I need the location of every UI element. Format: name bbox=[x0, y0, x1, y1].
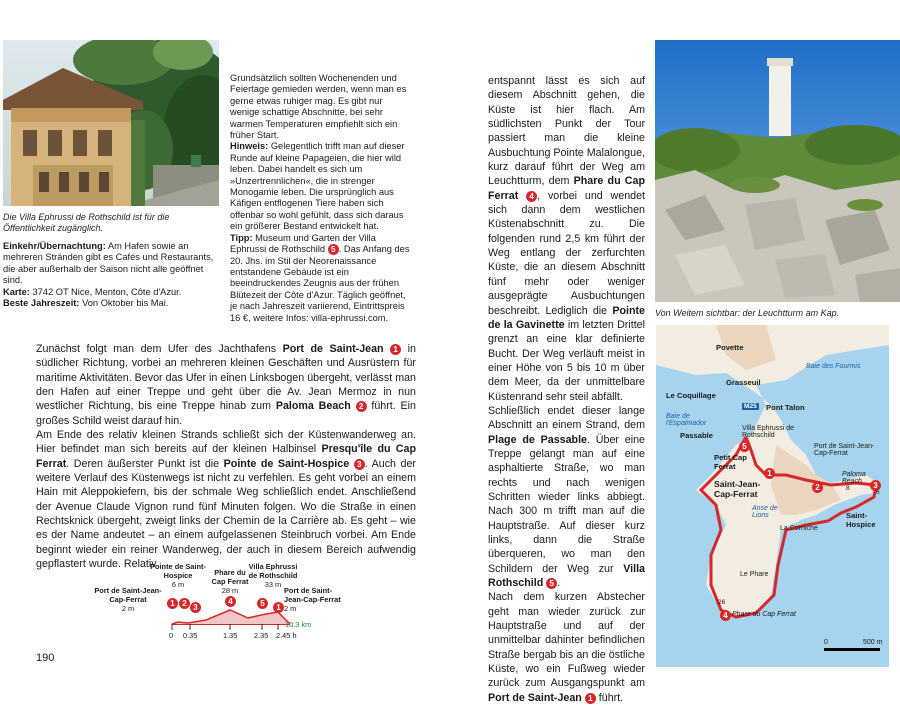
place-villa-rothschild: Villa Rothschild bbox=[488, 562, 645, 590]
place-port-saint-jean: Port de Saint-Jean bbox=[488, 691, 582, 704]
map-place-le-coquillage: Le Coquillage bbox=[666, 391, 716, 400]
place-phare: Phare du Cap Ferrat bbox=[488, 175, 645, 202]
info-map bbox=[3, 287, 221, 298]
lighthouse-illustration bbox=[655, 40, 900, 302]
map-place-port-saint-jean: Port de Saint-Jean-Cap-Ferrat bbox=[814, 443, 875, 457]
col2-hint bbox=[230, 141, 410, 232]
col3-paragraph-3 bbox=[488, 590, 645, 705]
map-place-villa-ephrussi: Villa Ephrussi de Rothschild bbox=[742, 425, 795, 439]
text: . Deren äußerster Punkt ist die bbox=[66, 457, 224, 470]
waypoint-5-marker: 5 bbox=[546, 578, 557, 589]
map-mark-1: 1 bbox=[764, 468, 775, 479]
info-season-label: Beste Jahreszeit: bbox=[3, 298, 80, 309]
col2-hint-text: Gelegentlich trifft man auf dieser Runde auf kleine Papageien, die hier wild leben. Dabei handelt es sich um »Unzertrennlichen«, die in strenger Monogamie leben. Die ursprünglich aus Käfigen entflogenen Tiere haben sich offenbar so wohl gefühlt, dass sich daraus ein größerer Bestand entwickelt hat. bbox=[230, 141, 405, 232]
info-map-label: Karte: bbox=[3, 286, 30, 297]
profile-label-start bbox=[88, 586, 168, 613]
profile-end-alt: 2 m bbox=[284, 604, 297, 613]
info-arrival-label: Einkehr/Übernachtung: bbox=[3, 241, 106, 251]
profile-dist-0: 0 bbox=[169, 631, 174, 640]
place-saint-hospice: Pointe de Saint-Hospice bbox=[223, 457, 350, 470]
profile-start-alt: 2 m bbox=[121, 604, 135, 613]
col3-paragraph-2 bbox=[488, 404, 645, 590]
profile-mark-1: 1 bbox=[167, 598, 178, 609]
col3-paragraph-1 bbox=[488, 74, 645, 404]
waypoint-5-marker: 5 bbox=[328, 244, 339, 255]
profile-mark-3: 3 bbox=[190, 602, 201, 613]
map-place-saint-jean-cap-ferrat: Saint-Jean-Cap-Ferrat bbox=[714, 479, 761, 499]
col2-hint-label: Hinweis: bbox=[230, 141, 269, 152]
villa-photo-caption: Die Villa Ephrussi de Rothschild ist für die Öffentlichkeit zugänglich. bbox=[3, 212, 170, 233]
text: Am Ende des relativ kleinen Strands schließt sich der Küstenwanderweg an. Hier befindet man sich bereits auf der kleinen Halbinsel bbox=[36, 429, 416, 456]
info-column-2 bbox=[230, 73, 410, 324]
profile-p5-alt: 33 m bbox=[264, 580, 282, 589]
lighthouse-photo bbox=[655, 40, 900, 302]
map-place-baie-espalmador: Baie de l'Espalmador bbox=[666, 413, 707, 427]
place-gavinette: Pointe de la Gavinette bbox=[488, 304, 645, 331]
map-place-povette: Povette bbox=[716, 343, 744, 352]
map-place-saint-hospice: Saint-Hospice bbox=[846, 511, 876, 529]
text: in südlicher Richtung, vorbei an mehreren kleinen Geschäften und Ausrüstern für maritime Aktivitäten. Bevor das Ufer in einen Linksbogen übergeht, verlässt man den Hafen auf einer Treppe und geht über die Av. Jean Mermoz in nun westlicher Richtung, bis eine Treppe hinab zum bbox=[36, 343, 416, 413]
waypoint-1-marker: 1 bbox=[585, 693, 596, 704]
map-place-la-corniche: La Corniche bbox=[780, 525, 818, 532]
profile-dist-3: 2.35 bbox=[254, 631, 269, 640]
profile-p4-name: Phare du Cap Ferrat bbox=[211, 568, 249, 586]
info-map-text: 3742 OT Nice, Menton, Côte d'Azur. bbox=[32, 286, 182, 297]
profile-mark-5: 5 bbox=[257, 598, 268, 609]
map-scale-end: 500 m bbox=[863, 639, 883, 646]
info-arrival bbox=[3, 241, 221, 287]
map-height-6: 6 bbox=[876, 489, 880, 496]
place-presquile: Presqu'île du Cap Ferrat bbox=[36, 443, 417, 470]
place-plage-passable: Plage de Passable bbox=[488, 433, 587, 446]
info-block bbox=[3, 241, 221, 309]
profile-mark-2: 2 bbox=[179, 598, 190, 609]
main-paragraph-1 bbox=[36, 342, 416, 428]
text: , vorbei und wendet sich dann dem westlichen Küstenabschnitt zu. Die folgenden rund 2,5 km führt der Weg entlang der zerfurchten Küste, die an diesem Abschnitt fünf mehr oder weniger ausgeprägte Ausbuchtungen beschreibt. Lediglich die bbox=[488, 189, 645, 317]
waypoint-1-marker: 1 bbox=[390, 344, 401, 355]
map-place-paloma-beach: Paloma Beach bbox=[842, 471, 866, 485]
profile-area bbox=[172, 610, 290, 624]
elevation-profile bbox=[88, 562, 348, 642]
map-mark-4: 4 bbox=[720, 610, 731, 621]
text: Zunächst folgt man dem Ufer des Jachthafens bbox=[36, 343, 283, 355]
map-mark-2: 2 bbox=[812, 482, 823, 493]
map-place-passable: Passable bbox=[680, 431, 713, 440]
profile-label-p2 bbox=[150, 562, 206, 589]
map-place-phare-du-cap-ferrat: Phare du Cap Ferrat bbox=[732, 611, 796, 618]
text: führt. Ein großes Schild weist darauf hin. bbox=[36, 400, 416, 427]
text: . bbox=[557, 577, 561, 590]
map-height-8: 8 bbox=[846, 485, 850, 492]
place-port-saint-jean: Port de Saint-Jean bbox=[282, 343, 384, 355]
profile-p4-alt: 28 m bbox=[221, 586, 239, 595]
col2-tip-text-b: . Das Anfang des 20. Jhs. im Stil der Neorenaissance entstandene Gebäude ist ein beeindruckendes Zeugnis aus der frühen Blütezeit der Côte d'Azur. Täglich geöffnet, je nach Jahreszeit variierend, Eintrittspreis 16 €, weitere Infos: villa-ephrussi.com. bbox=[230, 244, 410, 323]
col2-tip-label: Tipp: bbox=[230, 232, 253, 243]
map-mark-3: 3 bbox=[870, 480, 881, 491]
text: Nach dem kurzen Abstecher geht man wieder zurück zur Hauptstraße und auf der unmittelbar dahinter befindlichen Straße bergab bis an die östliche Küste, wo ein Fußweg wieder zurück zum Ausgangspunkt am bbox=[488, 591, 645, 690]
col2-intro: Grundsätzlich sollten Wochenenden und Feiertage gemieden werden, wenn man es gerne etwas ruhiger mag. Es gibt nur wenige schattige Abschnitte, bei sehr warmen Temperaturen empfiehlt sich ein früher Start. bbox=[230, 73, 407, 141]
profile-dist-1: 0.35 bbox=[183, 631, 198, 640]
waypoint-3-marker: 3 bbox=[354, 459, 365, 470]
villa-photo bbox=[3, 40, 219, 206]
waypoint-2-marker: 2 bbox=[356, 401, 367, 412]
map-place-anse-de-lions: Anse de Lions bbox=[752, 505, 778, 519]
profile-p5-name: Villa Ephrussi de Rothschild bbox=[248, 562, 298, 580]
map-place-baie-des-fourmis: Baie des Fourmis bbox=[806, 363, 861, 370]
info-arrival-text: Am Hafen sowie an mehreren Stränden gibt es Cafés und Restaurants, die aber außerhalb der Saison nicht alle geöffnet sind. bbox=[3, 241, 214, 286]
map-scale-start: 0 bbox=[824, 639, 828, 646]
profile-label-p5 bbox=[248, 562, 298, 589]
text: führt. bbox=[595, 691, 624, 704]
profile-mark-end: 1 bbox=[273, 602, 284, 613]
profile-label-p4 bbox=[208, 568, 252, 595]
profile-end-name: Port de Saint-Jean-Cap-Ferrat bbox=[284, 586, 341, 604]
map-place-m25: M25 bbox=[744, 403, 757, 410]
col2-tip-text-a: Museum und Garten der Villa Ephrussi de Rothschild bbox=[230, 232, 376, 255]
route-column-3 bbox=[488, 74, 645, 705]
main-paragraph-2 bbox=[36, 428, 416, 571]
map-mark-5: 5 bbox=[739, 441, 750, 452]
villa-illustration bbox=[3, 40, 219, 206]
col2-tip bbox=[230, 233, 410, 324]
waypoint-4-marker: 4 bbox=[526, 191, 537, 202]
lighthouse-photo-caption: Von Weitem sichtbar: der Leuchtturm am Kap. bbox=[655, 308, 840, 318]
profile-mark-4: 4 bbox=[225, 596, 236, 607]
profile-p2-name: Pointe de Saint-Hospice bbox=[150, 562, 206, 580]
profile-dist-4: 2.45 h bbox=[276, 631, 297, 640]
map-place-le-phare: Le Phare bbox=[740, 571, 769, 578]
map-place-pont-talon: Pont Talon bbox=[766, 403, 805, 412]
map-place-grasseuil: Grasseuil bbox=[726, 378, 761, 387]
text: . Auch der weitere Verlauf des Küstenwegs ist nicht zu verfehlen. Es geht vorbei an einem Hain mit Aleppokiefern, bis der schmale Weg schließlich endet. Anschließend der Avenue Claude Vignon rund fünf Minuten folgen. Wo die Straße in einen Rechtsknick übergeht, zweigt links der Chemin de la Carrière ab. Es geht – wie es der Name andeutet – an einem aufgelassenen Steinbruch vorbei. Am Ende beginnt wieder ein reiner Wanderweg, der auch in diesem Bereich aufwendig gepflastert wurde. Relativ bbox=[36, 457, 416, 571]
profile-label-end bbox=[284, 586, 348, 613]
profile-p2-alt: 6 m bbox=[171, 580, 185, 589]
map-height-26: 26 bbox=[718, 599, 726, 606]
info-season bbox=[3, 298, 221, 309]
text: im letzten Drittel grenzt an eine klar definierte Bucht. Der Weg verläuft meist in einer Höhe von 5 bis 10 m über dem Meer, da der unmittelbare Küstenrand sehr steil abfällt. bbox=[488, 318, 646, 403]
place-paloma-beach: Paloma Beach bbox=[275, 400, 351, 413]
profile-start-name: Port de Saint-Jean-Cap-Ferrat bbox=[94, 586, 162, 604]
map-scale-bar bbox=[824, 648, 880, 651]
map-place-petit-cap-ferrat: Petit Cap Ferrat bbox=[714, 453, 747, 471]
info-season-text: Von Oktober bis Mai. bbox=[82, 298, 169, 309]
main-description bbox=[36, 342, 416, 572]
text: . Über eine Treppe gelangt man auf eine asphaltierte Straße, wo man rechts und nach wenigen Schritten wieder links abbiegt. Nach 300 m trifft man auf die Hauptstraße. Auf dieser kurz links, dann die Straße überqueren, wo man den Schildern der Weg zur bbox=[488, 433, 645, 575]
profile-dist-2: 1.35 bbox=[223, 631, 238, 640]
page-number: 190 bbox=[36, 652, 55, 664]
profile-distance: 10.3 km bbox=[285, 620, 312, 629]
text: entspannt lässt es sich auf diesem Abschnitt gehen, die Küste ist hier flach. Am südlichsten Punkt der Tour passiert man die kleine Ausbuchtung Pointe Malalongue, kurz darauf führt der Weg am Leuchtturm, dem bbox=[488, 75, 645, 188]
route-map bbox=[656, 325, 889, 667]
text: Schließlich endet dieser lange Abschnitt an einem Strand, dem bbox=[488, 404, 645, 432]
